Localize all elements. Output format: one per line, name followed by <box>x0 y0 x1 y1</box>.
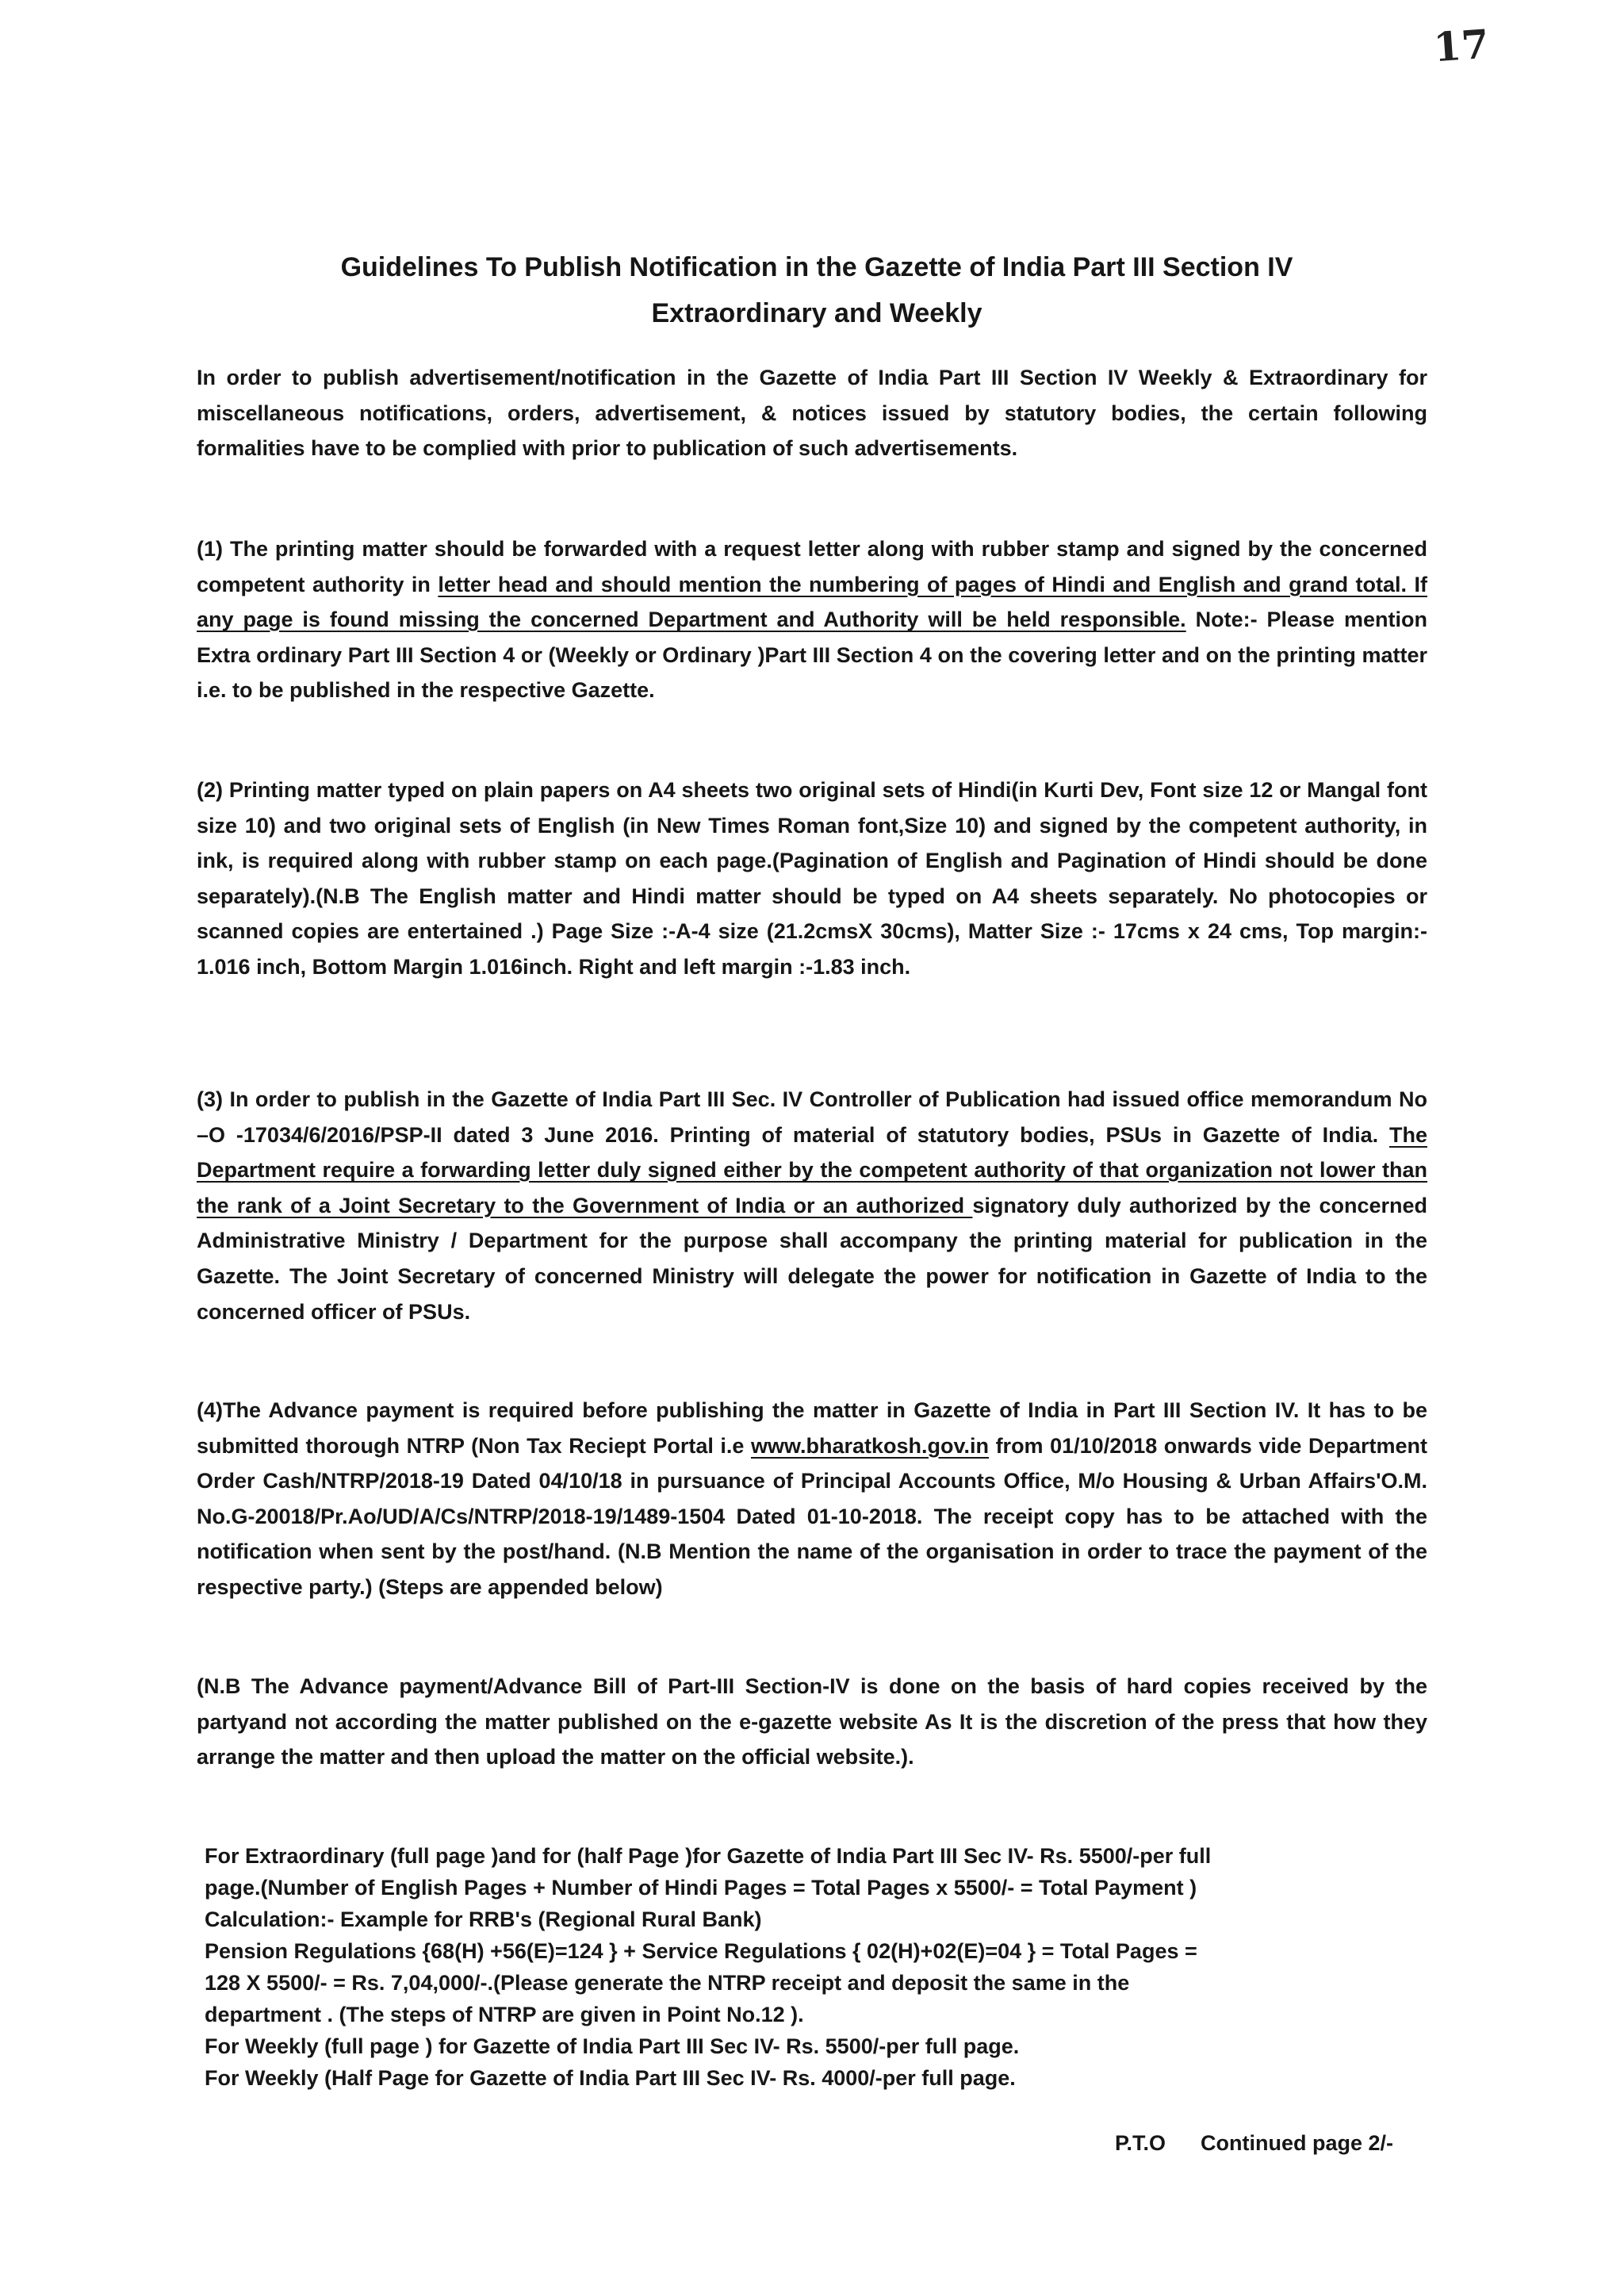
nb-note-paragraph: (N.B The Advance payment/Advance Bill of Part-III Section-IV is done on the basis of hard copies received by the partyand not according the matter published on the e-gazette website As It is the discretion of the press that how they arrange the matter and then upload the matter on the official website.). <box>197 1674 1427 1769</box>
point-3-text-a: (3) In order to publish in the Gazette of India Part III Sec. IV Controller of Publication had issued office memorandum No –O -17034/6/2016/PSP-II dated 3 June 2016. Printing of material of statutory bodies, PSUs in Gazette of India. <box>197 1087 1427 1147</box>
point-1-underlined-text: letter head and should mention the numbering of pages of Hindi and English and grand total. If any page is found missing the concerned Department and Authority will be held responsible. <box>197 572 1427 632</box>
point-1-paragraph <box>197 531 1427 708</box>
point-2-paragraph: (2) Printing matter typed on plain papers on A4 sheets two original sets of Hindi(in Kurti Dev, Font size 12 or Mangal font size 10) and two original sets of English (in New Times Roman font,Size 10) and signed by the competent authority, in ink, is required along with rubber stamp on each page.(Pagination of English and Pagination of Hindi should be done separately).(N.B The English matter and Hindi matter should be typed on A4 sheets separately. No photocopies or scanned copies are entertained .) Page Size :-A-4 size (21.2cmsX 30cms), Matter Size :- 17cms x 24 cms, Top margin:- 1.016 inch, Bottom Margin 1.016inch. Right and left margin :-1.83 inch. <box>197 778 1427 979</box>
point-4-text-b: from 01/10/2018 onwards vide Department Order Cash/NTRP/2018-19 Dated 04/10/18 in pursuance of Principal Accounts Office, M/o Housing & Urban Affairs'O.M. No.G-20018/Pr.Ao/UD/A/Cs/NTRP/2018-19/1489-1504 Dated 01-10-2018. The receipt copy has to be attached with the notification when sent by the post/hand. (N.B Mention the name of the organisation in order to trace the payment of the respective party.) (Steps are appended below) <box>197 1433 1427 1599</box>
document-title: Guidelines To Publish Notification in the Gazette of India Part III Section IV <box>340 252 1293 282</box>
document-subtitle: Extraordinary and Weekly <box>651 298 982 328</box>
intro-paragraph: In order to publish advertisement/notification in the Gazette of India Part III Section IV Weekly & Extraordinary for miscellaneous notifications, orders, advertisement, & notices issued by statutory bodies, the certain following formalities have to be complied with prior to publication of such advertisements. <box>197 366 1427 461</box>
bharatkosh-link[interactable]: www.bharatkosh.gov.in <box>750 1433 990 1458</box>
rate-line-8: For Weekly (Half Page for Gazette of India Part III Sec IV- Rs. 4000/-per full page. <box>205 2066 1016 2090</box>
rate-line-1: For Extraordinary (full page )and for (half Page )for Gazette of India Part III Sec IV- Rs. 5500/-per full <box>205 1844 1212 1868</box>
point-3-text-b: signatory duly authorized by the concerned Administrative Ministry / Department for the purpose shall accompany the printing material for publication in the Gazette. The Joint Secretary of concerned Ministry will delegate the power for notification in Gazette of India to the concerned officer of PSUs. <box>197 1193 1427 1324</box>
point-1-text-a: (1) The printing matter should be forwarded with a request letter along with rubber stamp and signed by the concerned competent authority in <box>197 537 1427 596</box>
rate-line-7: For Weekly (full page ) for Gazette of India Part III Sec IV- Rs. 5500/-per full page. <box>205 2034 1020 2058</box>
rate-line-5: 128 X 5500/- = Rs. 7,04,000/-.(Please generate the NTRP receipt and deposit the same in the <box>205 1971 1130 1995</box>
rate-line-4: Pension Regulations {68(H) +56(E)=124 } + Service Regulations { 02(H)+02(E)=04 } = Total Pages = <box>205 1939 1197 1963</box>
continued-label: Continued page 2/- <box>1201 2131 1394 2155</box>
rate-line-3: Calculation:- Example for RRB's (Regional Rural Bank) <box>205 1907 762 1931</box>
point-4-text-a: (4)The Advance payment is required before publishing the matter in Gazette of India in Part III Section IV. It has to be submitted thorough NTRP (Non Tax Reciept Portal i.e <box>197 1398 1427 1458</box>
point-4-paragraph <box>197 1393 1427 1605</box>
page-number-mark: 17 <box>1432 20 1491 71</box>
rate-line-2: page.(Number of English Pages + Number of Hindi Pages = Total Pages x 5500/- = Total Payment ) <box>205 1876 1197 1900</box>
rate-line-6: department . (The steps of NTRP are given in Point No.12 ). <box>205 2003 804 2026</box>
point-3-underlined-text: The Department require a forwarding letter duly signed either by the competent authority of that organization not lower than the rank of a Joint Secretary to the Government of India or an authorized <box>197 1122 1427 1217</box>
point-3-paragraph <box>197 1082 1427 1329</box>
page-footer <box>1115 2127 1393 2159</box>
pto-label: P.T.O <box>1115 2131 1166 2155</box>
point-1-text-b: Note:- Please mention Extra ordinary Part III Section 4 or (Weekly or Ordinary )Part III Section 4 on the covering letter and on the printing matter i.e. to be published in the respective Gazette. <box>197 608 1427 703</box>
